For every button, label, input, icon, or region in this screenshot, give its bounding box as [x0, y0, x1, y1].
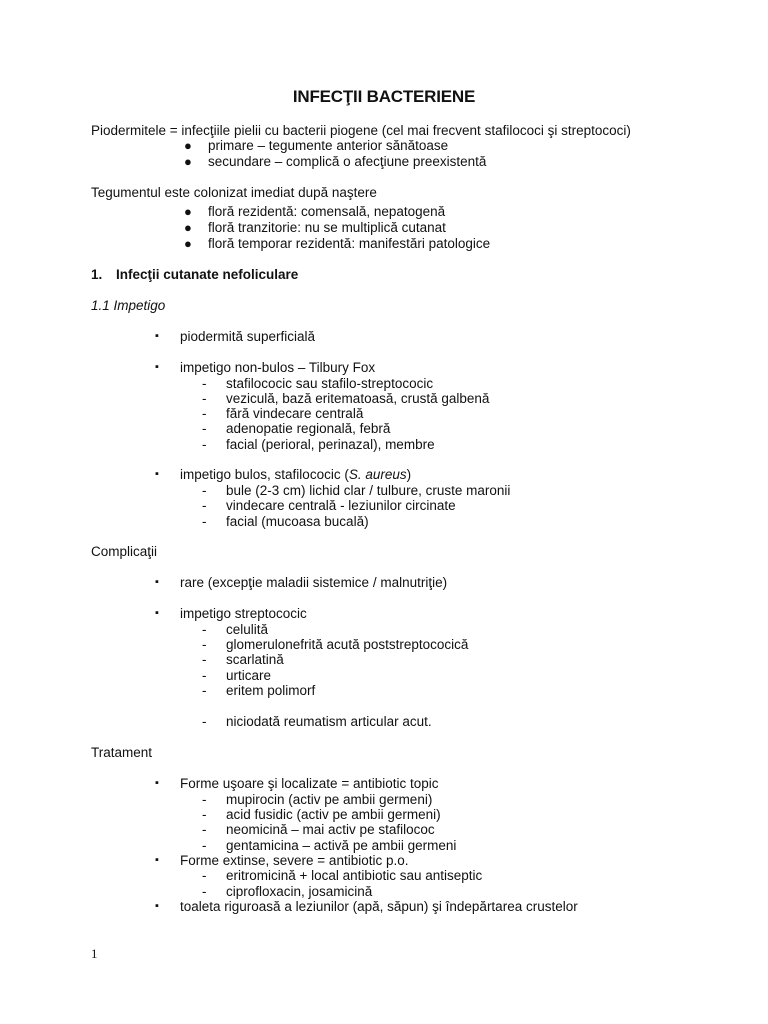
dash-marker: -	[202, 406, 207, 421]
list-item: floră rezidentă: comensală, nepatogenă	[208, 204, 446, 219]
bullet-dot: ●	[184, 138, 192, 153]
dash-marker: -	[202, 437, 207, 452]
page-title: INFECŢII BACTERIENE	[292, 87, 476, 106]
list-item: impetigo bulos, stafilococic (S. aureus)	[180, 467, 412, 482]
dash-marker: -	[202, 391, 207, 406]
page-number: 1	[91, 946, 98, 961]
bullet-square: ▪	[155, 777, 159, 789]
sub-list-item: niciodată reumatism articular acut.	[226, 714, 432, 729]
sub-list-item: celulită	[226, 622, 269, 637]
bullet-square: ▪	[155, 854, 159, 866]
sub-list-item: adenopatie regională, febră	[226, 421, 391, 436]
list-item: primare – tegumente anterior sănătoase	[208, 138, 449, 153]
dash-marker: -	[202, 637, 207, 652]
bullet-square: ▪	[155, 607, 159, 619]
dash-marker: -	[202, 668, 207, 683]
dash-marker: -	[202, 622, 207, 637]
sub-list-item: vindecare centrală - leziunilor circinate	[226, 498, 456, 513]
list-item: impetigo streptococic	[180, 606, 307, 621]
bullet-square: ▪	[155, 900, 159, 912]
dash-marker: -	[202, 868, 207, 883]
sub-list-item: veziculă, bază eritematoasă, crustă galbenă	[226, 391, 490, 406]
dash-marker: -	[202, 822, 207, 837]
dash-marker: -	[202, 683, 207, 698]
tratament-heading: Tratament	[91, 745, 153, 760]
sub-list-item: ciprofloxacin, josamicină	[226, 884, 373, 899]
dash-marker: -	[202, 807, 207, 822]
list-item: toaleta riguroasă a leziunilor (apă, săpun) şi îndepărtarea crustelor	[180, 899, 578, 914]
bullet-dot: ●	[184, 236, 192, 251]
bullet-square: ▪	[155, 468, 159, 480]
list-item: Forme extinse, severe = antibiotic p.o.	[180, 853, 409, 868]
bullet-dot: ●	[184, 204, 192, 219]
sub-list-item: acid fusidic (activ pe ambii germeni)	[226, 807, 441, 822]
list-item: floră temporar rezidentă: manifestări patologice	[208, 236, 491, 251]
sub-list-item: fără vindecare centrală	[226, 406, 364, 421]
subsection-heading: 1.1 Impetigo	[91, 298, 166, 313]
list-item: impetigo non-bulos – Tilbury Fox	[180, 360, 376, 375]
tegument-statement: Tegumentul este colonizat imediat după naştere	[91, 185, 377, 200]
bullet-dot: ●	[184, 154, 192, 169]
list-item: floră tranzitorie: nu se multiplică cutanat	[208, 220, 446, 235]
dash-marker: -	[202, 498, 207, 513]
sub-list-item: gentamicina – activă pe ambii germeni	[226, 838, 457, 853]
sub-list-item: mupirocin (activ pe ambii germeni)	[226, 792, 433, 807]
sub-list-item: eritem polimorf	[226, 683, 316, 698]
section-number: 1.	[91, 267, 103, 282]
sub-list-item: glomerulonefrită acută poststreptococică	[226, 637, 469, 652]
dash-marker: -	[202, 421, 207, 436]
dash-marker: -	[202, 792, 207, 807]
dash-marker: -	[202, 652, 207, 667]
sub-list-item: scarlatină	[226, 652, 284, 667]
bullet-square: ▪	[155, 576, 159, 588]
list-item: Forme uşoare şi localizate = antibiotic topic	[180, 776, 439, 791]
dash-marker: -	[202, 514, 207, 529]
piodermite-definition: Piodermitele = infecţiile pielii cu bacterii piogene (cel mai frecvent stafilococi şi streptococi)	[91, 123, 631, 138]
dash-marker: -	[202, 884, 207, 899]
bullet-square: ▪	[155, 330, 159, 342]
sub-list-item: facial (perioral, perinazal), membre	[226, 437, 435, 452]
sub-list-item: facial (mucoasa bucală)	[226, 514, 369, 529]
bullet-square: ▪	[155, 361, 159, 373]
list-item: secundare – complică o afecţiune preexistentă	[208, 154, 487, 169]
section-heading: Infecţii cutanate nefoliculare	[116, 267, 299, 282]
list-item: piodermită superficială	[180, 329, 316, 344]
sub-list-item: stafilococic sau stafilo-streptococic	[226, 376, 434, 391]
sub-list-item: urticare	[226, 668, 272, 683]
dash-marker: -	[202, 483, 207, 498]
sub-list-item: neomicină – mai activ pe stafilococ	[226, 822, 435, 837]
sub-list-item: eritromicină + local antibiotic sau antiseptic	[226, 868, 483, 883]
dash-marker: -	[202, 838, 207, 853]
dash-marker: -	[202, 376, 207, 391]
bullet-dot: ●	[184, 220, 192, 235]
dash-marker: -	[202, 714, 207, 729]
list-item: rare (excepţie maladii sistemice / malnutriţie)	[180, 575, 448, 590]
sub-list-item: bule (2-3 cm) lichid clar / tulbure, cruste maronii	[226, 483, 511, 498]
complicatii-heading: Complicaţii	[91, 544, 158, 559]
